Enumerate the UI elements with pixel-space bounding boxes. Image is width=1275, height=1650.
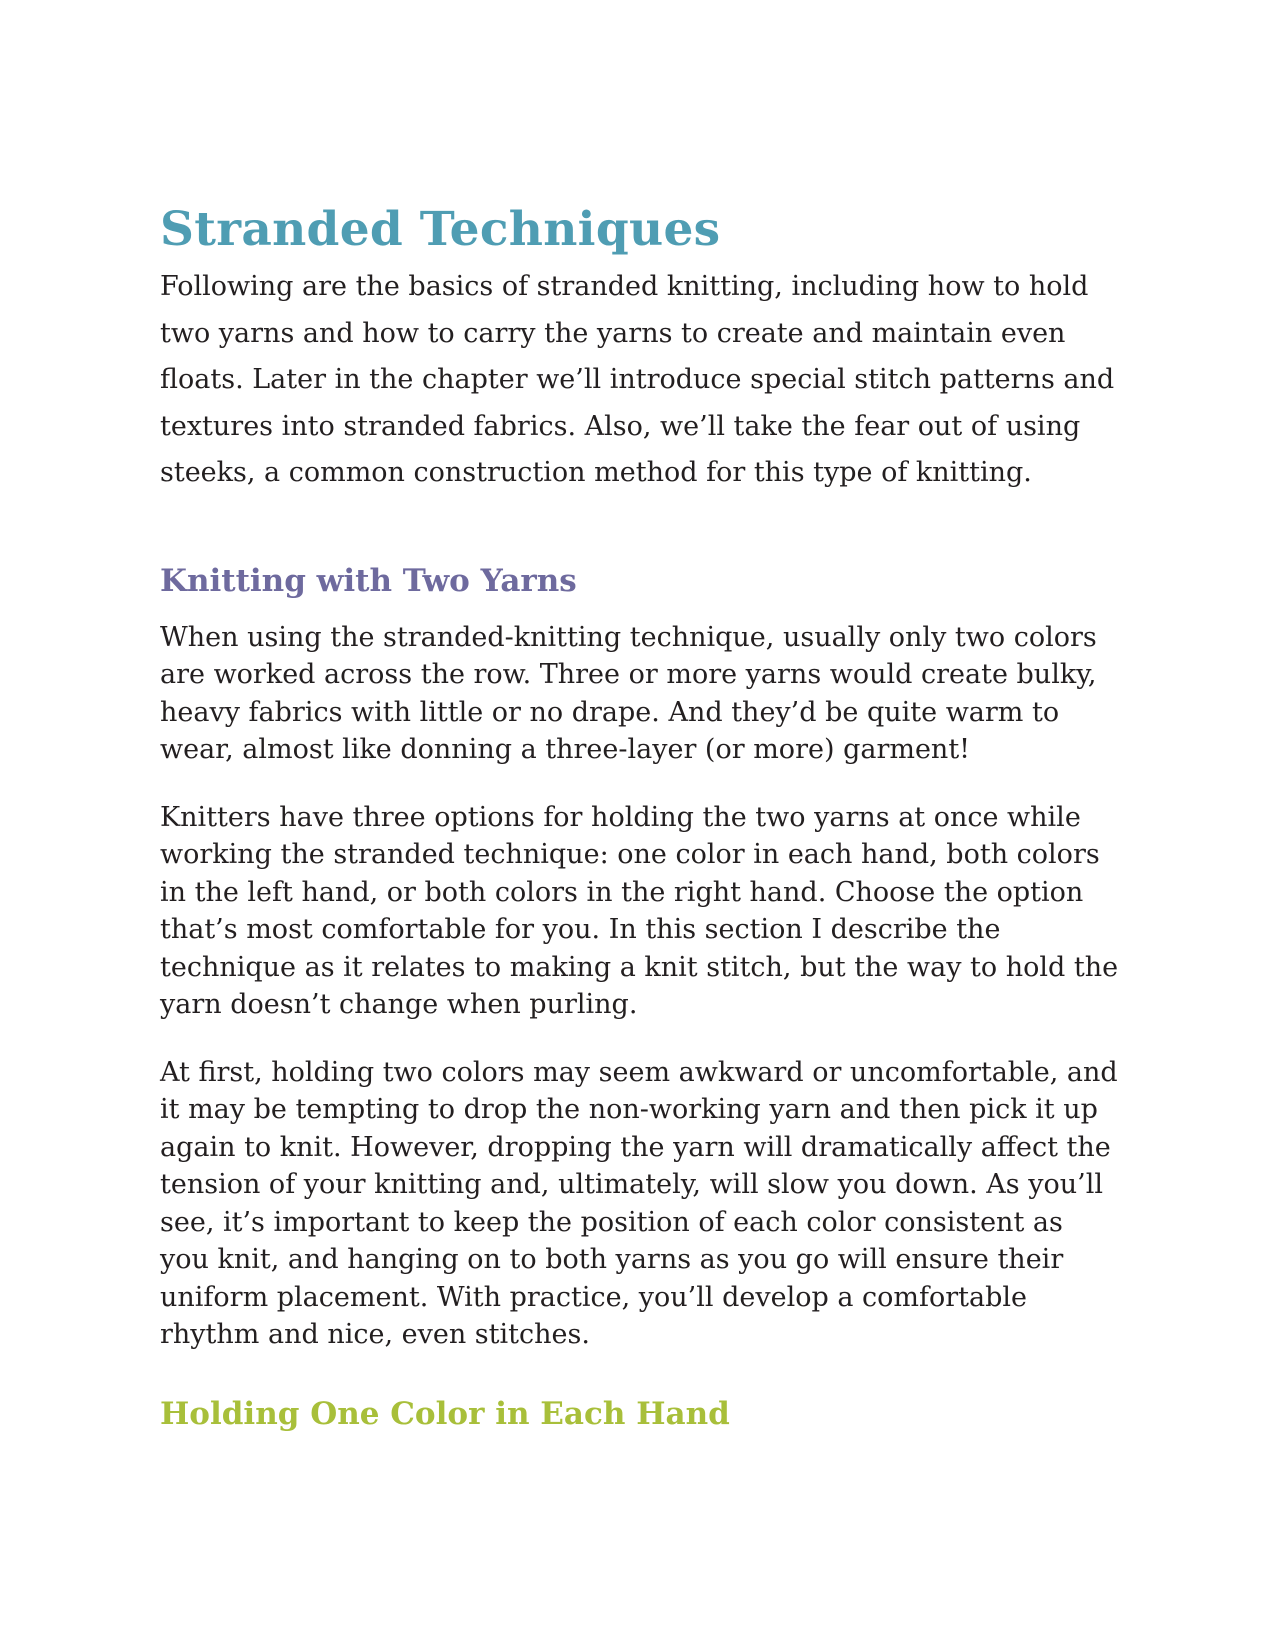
body-paragraph-1: When using the stranded-knitting technique, usually only two colors are worked across the row. Three or more yarns would create bulky, heavy fabrics with little or no drape. And they’d be quite warm to wear, almost like donning a three-layer (or more) garment! (160, 621, 1097, 765)
body-paragraph-2: Knitters have three options for holding the two yarns at once while working the stranded technique: one color in each hand, both colors in the left hand, or both colors in the right hand. Choose the option that’s most comfortable for you. In this section I describe the technique as it relates to making a knit stitch, but the way to hold the yarn doesn’t change when purling. (160, 801, 1119, 1020)
document-page (160, 200, 1120, 1434)
page-title: Stranded Techniques (160, 202, 721, 257)
section-heading: Knitting with Two Yarns (160, 562, 577, 599)
body-paragraph-3: At first, holding two colors may seem awkward or uncomfortable, and it may be tempting to drop the non-working yarn and then pick it up again to knit. However, dropping the yarn will dramatically affect the tension of your knitting and, ultimately, will slow you down. As you’ll see, it’s important to keep the position of each color consistent as you knit, and hanging on to both yarns as you go will ensure their uniform placement. With practice, you’ll develop a comfortable rhythm and nice, even stitches. (160, 1056, 1118, 1350)
intro-paragraph: Following are the basics of stranded knitting, including how to hold two yarns and how to carry the yarns to create and maintain even floats. Later in the chapter we’ll introduce special stitch patterns and textures into stranded fabrics. Also, we’ll take the fear out of using steeks, a common construction method for this type of knitting. (160, 271, 1115, 488)
subsection-heading: Holding One Color in Each Hand (160, 1395, 730, 1432)
